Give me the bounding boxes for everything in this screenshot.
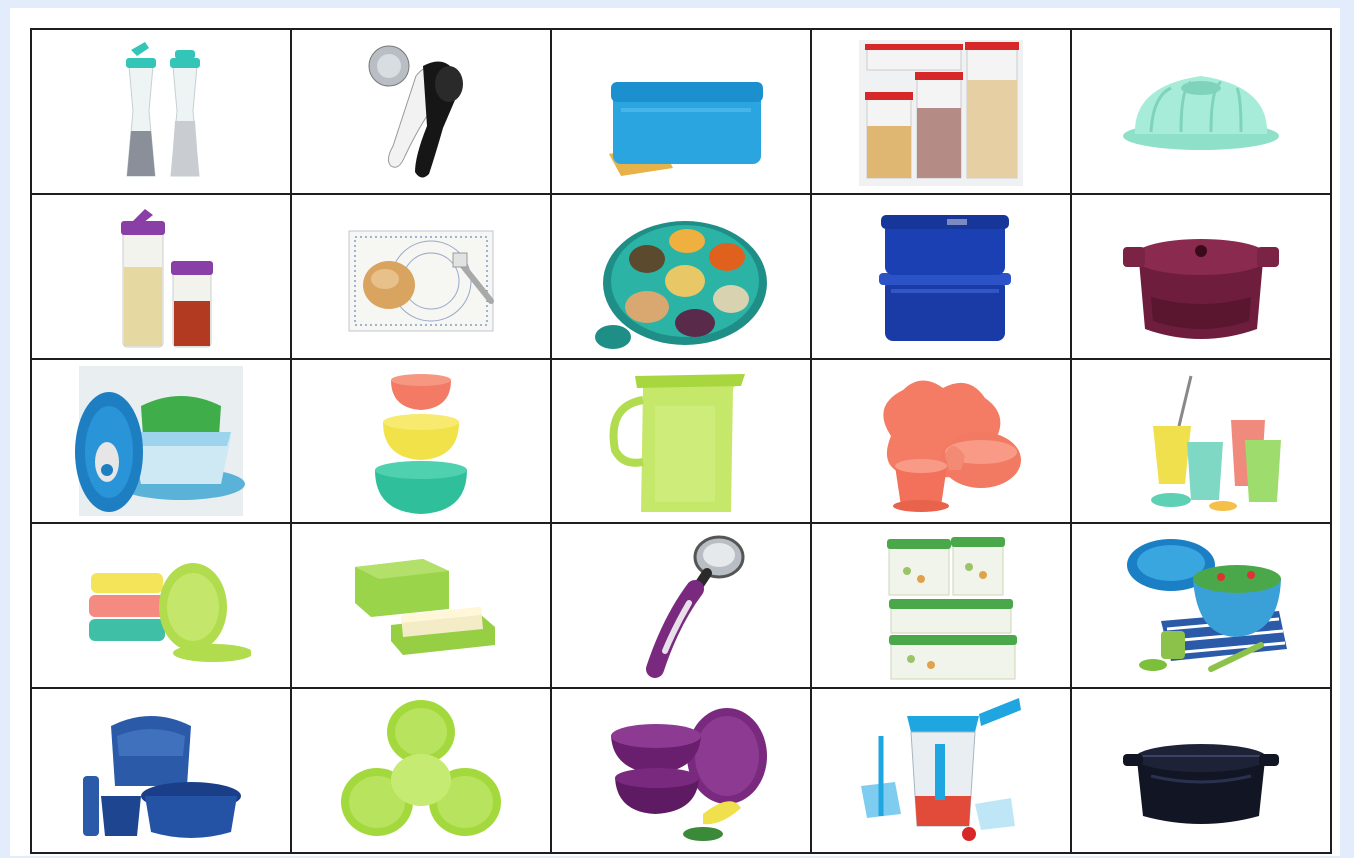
grid-cell[interactable] bbox=[1072, 360, 1332, 525]
grid-cell[interactable] bbox=[812, 524, 1072, 689]
grid-cell[interactable] bbox=[1072, 689, 1332, 854]
can-opener-icon bbox=[331, 36, 511, 186]
stacked-snack-bowls-icon bbox=[71, 531, 251, 681]
jello-mold-icon bbox=[1111, 36, 1291, 186]
product-grid bbox=[30, 28, 1332, 854]
grid-cell[interactable] bbox=[292, 30, 552, 195]
ice-cream-scoop-icon bbox=[591, 531, 771, 681]
grid-cell[interactable] bbox=[552, 689, 812, 854]
grid-cell[interactable] bbox=[812, 30, 1072, 195]
grid-cell[interactable] bbox=[32, 360, 292, 525]
salad-spinner-icon bbox=[71, 366, 251, 516]
grid-cell[interactable] bbox=[32, 689, 292, 854]
grid-cell[interactable] bbox=[32, 195, 292, 360]
grid-cell[interactable] bbox=[812, 360, 1072, 525]
purple-colander-set-icon bbox=[591, 696, 771, 846]
grid-cell[interactable] bbox=[552, 195, 812, 360]
salad-serving-set-icon bbox=[1111, 531, 1291, 681]
food-chopper-icon bbox=[851, 696, 1031, 846]
grid-cell[interactable] bbox=[292, 689, 552, 854]
serving-center-tray-icon bbox=[591, 201, 771, 351]
grid-cell[interactable] bbox=[32, 30, 292, 195]
grid-cell[interactable] bbox=[1072, 30, 1332, 195]
oil-vinegar-bottles-icon bbox=[71, 201, 251, 351]
stacking-blue-containers-icon bbox=[851, 201, 1031, 351]
pressure-cooker-icon bbox=[1111, 201, 1291, 351]
grid-cell[interactable] bbox=[552, 30, 812, 195]
tumblers-icon bbox=[1111, 366, 1291, 516]
green-pitcher-icon bbox=[591, 366, 771, 516]
green-lid-set-icon bbox=[331, 696, 511, 846]
grid-cell[interactable] bbox=[32, 524, 292, 689]
black-roaster-icon bbox=[1111, 696, 1291, 846]
butter-dish-icon bbox=[331, 531, 511, 681]
nesting-bowls-icon bbox=[331, 366, 511, 516]
grid-cell[interactable] bbox=[292, 195, 552, 360]
pastry-sheet-icon bbox=[331, 201, 511, 351]
grid-cell[interactable] bbox=[292, 524, 552, 689]
grid-cell[interactable] bbox=[1072, 195, 1332, 360]
salt-pepper-shakers-icon bbox=[71, 36, 251, 186]
grid-cell[interactable] bbox=[552, 524, 812, 689]
grid-cell[interactable] bbox=[292, 360, 552, 525]
grid-cell[interactable] bbox=[812, 195, 1072, 360]
grid-cell[interactable] bbox=[552, 360, 812, 525]
grid-cell[interactable] bbox=[812, 689, 1072, 854]
grid-cell[interactable] bbox=[1072, 524, 1332, 689]
blue-cookware-set-icon bbox=[71, 696, 251, 846]
fridge-smart-containers-icon bbox=[851, 531, 1031, 681]
blue-bread-container-icon bbox=[591, 36, 771, 186]
coral-dinnerware-icon bbox=[851, 366, 1031, 516]
cereal-containers-icon bbox=[851, 36, 1031, 186]
product-sheet bbox=[10, 8, 1340, 856]
